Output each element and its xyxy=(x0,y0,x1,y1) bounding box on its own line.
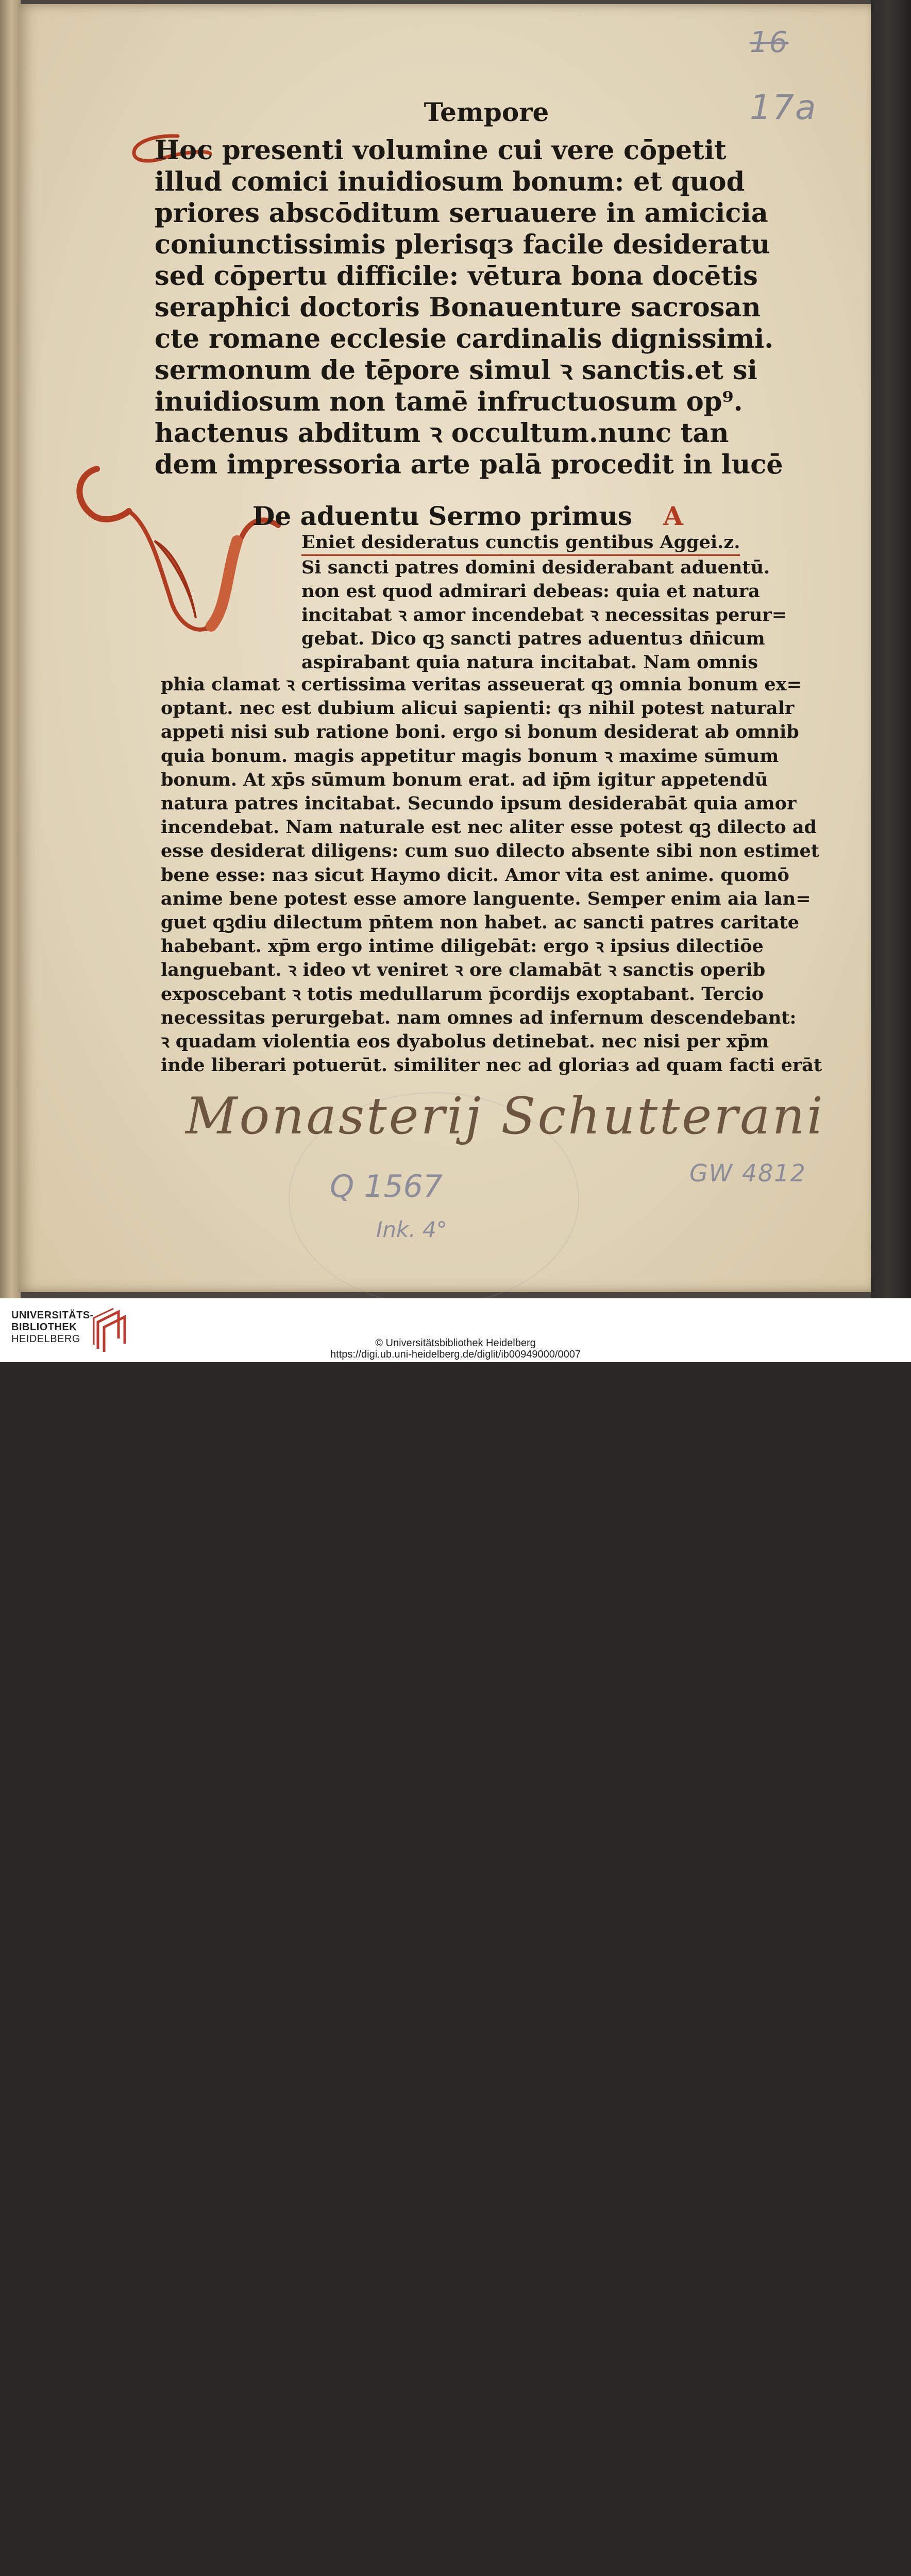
text-line: aspirabant quia natura incitabat. Nam omnis xyxy=(301,652,758,673)
prologue-text xyxy=(155,135,783,481)
rubric-underlined-line: Eniet desideratus cunctis gentibus Aggei.z. xyxy=(301,531,740,556)
text-line: bene esse: naз sicut Haymo dicit. Amor vita est anime. quomō xyxy=(161,864,789,886)
sermon-text-indented xyxy=(301,531,787,674)
text-line: Si sancti patres domini desiderabant aduentū. xyxy=(301,557,770,578)
text-line: languebant. ꝛ ideo vt veniret ꝛ ore clamabāt ꝛ sanctis operib xyxy=(161,959,766,981)
text-line: phia clamat ꝛ certissima veritas asseuerat qꝫ omnia bonum ex= xyxy=(161,674,802,695)
prologue-line: hactenus abditum ꝛ occultum.nunc tan xyxy=(155,418,729,449)
prologue-line: dem impressoria arte palā procedit in lucē xyxy=(155,449,783,480)
text-line: guet qꝫdiu dilectum pn̄tem non habet. ac sancti patres caritate xyxy=(161,912,800,934)
text-line: habebant. xp̄m ergo intime diligebāt: ergo ꝛ ipsius dilectiōe xyxy=(161,936,764,957)
text-line: incendebat. Nam naturale est nec aliter esse potest qꝫ dilecto ad xyxy=(161,817,817,838)
prologue-line: illud comici inuidiosum bonum: et quod xyxy=(155,166,745,197)
folio-new-number: 17a xyxy=(750,88,817,127)
permalink-url[interactable]: https://digi.ub.uni-heidelberg.de/diglit/ib00949000/0007 xyxy=(330,1349,581,1360)
text-line: necessitas perurgebat. nam omnes ad infernum descendebant: xyxy=(161,1007,797,1028)
logo-line: UNIVERSITÄTS- xyxy=(11,1310,94,1321)
shelfmark-sub-pencil: Ink. 4° xyxy=(376,1217,447,1242)
text-line: incitabat ꝛ amor incendebat ꝛ necessitas perur= xyxy=(301,604,787,625)
text-line: appeti nisi sub ratione boni. ergo si bonum desiderat ab omnib xyxy=(161,721,799,743)
text-line: anime bene potest esse amore languente. Semper enim aia lan= xyxy=(161,888,811,909)
prologue-line: sermonum de tēpore simul ꝛ sanctis.et si xyxy=(155,355,757,386)
text-line: quia bonum. magis appetitur magis bonum ꝛ maxime sūmum xyxy=(161,745,779,767)
logo-line: HEIDELBERG xyxy=(11,1333,80,1345)
text-line: ꝛ quadam violentia eos dyabolus detinebat. nec nisi per xp̄m xyxy=(161,1031,769,1053)
sermon-heading-text: De aduentu Sermo primus xyxy=(252,501,632,531)
running-head xyxy=(0,97,911,127)
text-line: exposcebant ꝛ totis medullarum p̄cordijs exoptabant. Tercio xyxy=(161,983,764,1005)
text-line: gebat. Dico qꝫ sancti patres aduentuз dn̄icum xyxy=(301,628,765,649)
prologue-line: Hoc presenti volumine cui vere cōpetit xyxy=(155,135,727,166)
ownership-inscription: Monasterij Schutterani xyxy=(185,1087,825,1146)
prologue-line: coniunctissimis plerisqз facile desideratu xyxy=(155,229,770,260)
prologue-line: cte romane ecclesie cardinalis dignissimi. xyxy=(155,324,774,354)
text-line: bonum. At xp̄s sūmum bonum erat. ad ip̄m igitur appetendū xyxy=(161,769,768,790)
shelfmark-pencil: Q 1567 xyxy=(330,1168,443,1205)
text-line: natura patres incitabat. Secundo ipsum desiderabāt quia amor xyxy=(161,793,797,815)
text-line: optant. nec est dubium alicui sapienti: qз nihil potest naturalr xyxy=(161,698,795,719)
book-cover-edge xyxy=(871,0,911,1298)
running-head-text: Tempore xyxy=(424,97,549,127)
red-initial-v xyxy=(72,464,289,659)
copyright-notice: © Universitätsbibliothek Heidelberg xyxy=(375,1337,536,1349)
text-line: inde liberari potuerūt. similiter nec ad gloriaз ad quam facti erāt xyxy=(161,1055,822,1076)
text-line: non est quod admirari debeas: quia et natura xyxy=(301,581,760,602)
prologue-line: seraphici doctoris Bonauenture sacrosan xyxy=(155,292,761,323)
gw-pencil-note: GW 4812 xyxy=(689,1159,806,1187)
sermon-heading xyxy=(252,501,737,531)
prologue-line: priores abscōditum seruauere in amicicia xyxy=(155,198,768,229)
text-line xyxy=(301,531,740,556)
prologue-line: sed cōpertu difficile: vētura bona docētis xyxy=(155,261,758,292)
folio-old-number: 16 xyxy=(750,26,789,59)
facing-page-edge xyxy=(0,0,21,1298)
text-line: esse desiderat diligens: cum suo dilecto absente sibi non estimet xyxy=(161,840,819,862)
sermon-text-body xyxy=(161,673,822,1077)
logo-line: BIBLIOTHEK xyxy=(11,1321,77,1333)
rubric-letter: A xyxy=(663,501,683,531)
prologue-line: inuidiosum non tamē infructuosum op⁹. xyxy=(155,386,743,417)
